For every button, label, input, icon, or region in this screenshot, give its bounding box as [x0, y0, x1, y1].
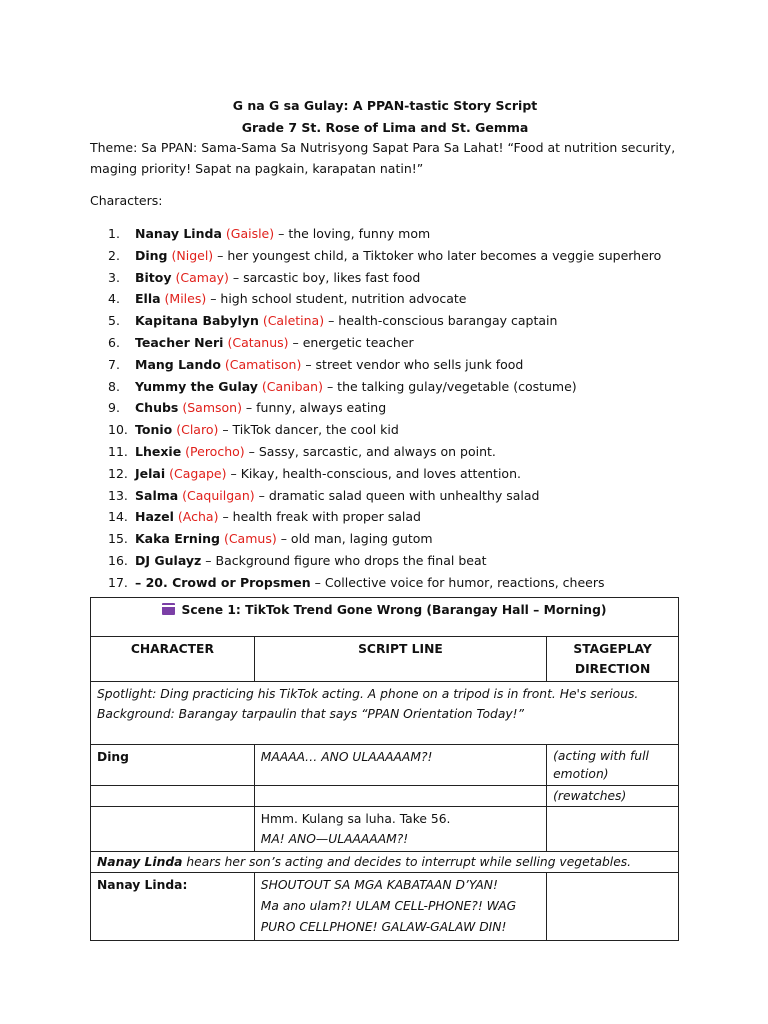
- empty-cell: [547, 807, 679, 852]
- character-name: Ella: [135, 291, 161, 307]
- character-name: Bitoy: [135, 269, 172, 285]
- actor-name: (Cagape): [169, 465, 227, 481]
- character-description: – the talking gulay/vegetable (costume): [322, 378, 577, 394]
- character-list-item: [108, 550, 708, 572]
- clapperboard-icon: [162, 603, 175, 615]
- actor-name: (Camus): [223, 531, 277, 547]
- character-description: – Sassy, sarcastic, and always on point.: [244, 443, 496, 459]
- character-name: Ding: [135, 247, 168, 263]
- character-name: Nanay Linda: [135, 226, 222, 241]
- character-list-item: [108, 223, 708, 245]
- character-list-item: [108, 441, 708, 463]
- actor-name: (Miles): [164, 291, 207, 307]
- character-cell-ding: Ding: [91, 745, 255, 786]
- character-number: 6.: [108, 334, 120, 350]
- actor-name: (Caniban): [261, 378, 323, 394]
- script-line-1: MAAAA… ANO ULAAAAAM?!: [254, 745, 546, 786]
- character-list-item: [108, 288, 708, 310]
- character-number: 1.: [108, 226, 120, 241]
- actor-name: (Nigel): [171, 247, 214, 263]
- characters-heading: Characters:: [90, 193, 163, 208]
- character-description: – health freak with proper salad: [218, 509, 421, 525]
- empty-cell: [91, 786, 255, 807]
- character-description: – Background figure who drops the final beat: [201, 552, 487, 568]
- actor-name: (Camatison): [224, 356, 302, 372]
- actor-name: (Catanus): [227, 334, 289, 350]
- character-number: 4.: [108, 291, 120, 307]
- character-description: – her youngest child, a Tiktoker who later becomes a veggie superhero: [213, 247, 662, 263]
- character-number: 15.: [108, 531, 128, 547]
- character-name: Mang Lando: [135, 356, 221, 372]
- empty-cell: [547, 873, 679, 941]
- actor-name: (Gaisle): [225, 226, 275, 241]
- column-header-script-line: SCRIPT LINE: [254, 637, 546, 682]
- actor-name: (Caquilgan): [182, 487, 255, 503]
- character-description: – Collective voice for humor, reactions, cheers: [310, 574, 605, 590]
- direction-rewatches: (rewatches): [547, 786, 679, 807]
- character-number: 7.: [108, 356, 120, 372]
- script-line-3c: PURO CELLPHONE! GALAW-GALAW DIN!: [260, 920, 507, 934]
- narration-cell: [91, 852, 679, 873]
- character-list-item: [108, 485, 708, 507]
- character-list-item: [108, 397, 708, 419]
- character-list-item: [108, 506, 708, 528]
- theme-line-1: Theme: Sa PPAN: Sama-Sama Sa Nutrisyong Sapat Para Sa Lahat! “Food at nutrition security,: [90, 140, 676, 155]
- actor-name: (Perocho): [185, 443, 245, 459]
- character-number: 17.: [108, 574, 128, 590]
- direction-acting: (acting with full emotion): [547, 745, 679, 786]
- character-description: – energetic teacher: [288, 334, 414, 350]
- character-name: Kaka Erning: [135, 531, 220, 547]
- character-description: – health-conscious barangay captain: [324, 313, 558, 329]
- character-name: Lhexie: [135, 443, 182, 459]
- actor-name: (Samson): [182, 400, 242, 416]
- character-name: Yummy the Gulay: [135, 378, 258, 394]
- character-description: – the loving, funny mom: [274, 226, 431, 241]
- theme-line-2: maging priority! Sapat na pagkain, karapatan natin!”: [90, 161, 424, 176]
- character-name: Hazel: [135, 509, 174, 525]
- character-description: – old man, laging gutom: [276, 531, 433, 547]
- narration-character: Nanay Linda: [97, 855, 183, 869]
- title-block: [90, 95, 680, 139]
- actor-name: (Acha): [177, 509, 219, 525]
- character-number: 9.: [108, 400, 120, 416]
- document-subtitle: Grade 7 St. Rose of Lima and St. Gemma: [241, 120, 529, 135]
- character-list-item: [108, 419, 708, 441]
- column-header-direction-line-2: DIRECTION: [574, 662, 651, 676]
- actor-name: (Claro): [176, 422, 219, 438]
- character-number: 10.: [108, 422, 128, 438]
- script-line-2b: MA! ANO—ULAAAAAM?!: [260, 832, 409, 846]
- spotlight-note: Spotlight: Ding practicing his TikTok acting. A phone on a tripod is in front. He's serious.: [97, 687, 639, 701]
- narration-text: hears her son’s acting and decides to interrupt while selling vegetables.: [182, 855, 632, 869]
- character-name: Jelai: [135, 465, 166, 481]
- character-cell-nanay-linda: Nanay Linda:: [91, 873, 255, 941]
- script-line-2: [254, 807, 546, 852]
- background-note: Background: Barangay tarpaulin that says “PPAN Orientation Today!”: [97, 707, 524, 721]
- document-title: G na G sa Gulay: A PPAN-tastic Story Script: [232, 98, 538, 113]
- script-line-3a: SHOUTOUT SA MGA KABATAAN D’YAN!: [260, 878, 498, 892]
- character-name: DJ Gulayz: [135, 552, 202, 568]
- empty-cell: [91, 807, 255, 852]
- character-description: – dramatic salad queen with unhealthy salad: [254, 487, 540, 503]
- character-number: 16.: [108, 552, 128, 568]
- script-line-2a: Hmm. Kulang sa luha. Take 56.: [260, 812, 451, 826]
- character-description: – sarcastic boy, likes fast food: [228, 269, 421, 285]
- character-number: 14.: [108, 509, 128, 525]
- column-header-character: CHARACTER: [91, 637, 255, 682]
- character-number: 12.: [108, 465, 128, 481]
- character-list: [108, 223, 708, 594]
- character-name: Salma: [135, 487, 179, 503]
- character-list-item: [108, 267, 708, 289]
- character-list-item: [108, 310, 708, 332]
- character-name: Chubs: [135, 400, 179, 416]
- character-number: 3.: [108, 269, 120, 285]
- character-number: 5.: [108, 313, 120, 329]
- character-number: 11.: [108, 443, 128, 459]
- character-list-item: [108, 572, 708, 594]
- character-description: – TikTok dancer, the cool kid: [218, 422, 399, 438]
- character-description: – funny, always eating: [241, 400, 387, 416]
- script-line-3b: Ma ano ulam?! ULAM CELL-PHONE?! WAG: [260, 899, 517, 913]
- character-number: 13.: [108, 487, 128, 503]
- scene-title: Scene 1: TikTok Trend Gone Wrong (Barangay Hall – Morning): [181, 603, 607, 617]
- empty-cell: [254, 786, 546, 807]
- script-line-3: [254, 873, 546, 941]
- scene-setting-cell: [91, 682, 679, 745]
- character-name: Teacher Neri: [135, 334, 224, 350]
- character-description: – Kikay, health-conscious, and loves attention.: [226, 465, 521, 481]
- character-list-item: [108, 245, 708, 267]
- character-list-item: [108, 354, 708, 376]
- character-name: Tonio: [135, 422, 173, 438]
- character-list-item: [108, 332, 708, 354]
- character-description: – high school student, nutrition advocate: [206, 291, 467, 307]
- character-number: 8.: [108, 378, 120, 394]
- theme-paragraph: [90, 137, 680, 179]
- character-list-item: [108, 376, 708, 398]
- character-description: – street vendor who sells junk food: [301, 356, 524, 372]
- character-list-item: [108, 463, 708, 485]
- column-header-direction-line-1: STAGEPLAY: [573, 642, 652, 656]
- character-list-item: [108, 528, 708, 550]
- character-name: – 20. Crowd or Propsmen: [135, 574, 311, 590]
- character-name: Kapitana Babylyn: [135, 313, 259, 329]
- character-number: 2.: [108, 247, 120, 263]
- scene-title-cell: [91, 598, 679, 637]
- column-header-direction: [547, 637, 679, 682]
- scene-table: [90, 597, 679, 941]
- actor-name: (Caletina): [262, 313, 325, 329]
- actor-name: (Camay): [175, 269, 229, 285]
